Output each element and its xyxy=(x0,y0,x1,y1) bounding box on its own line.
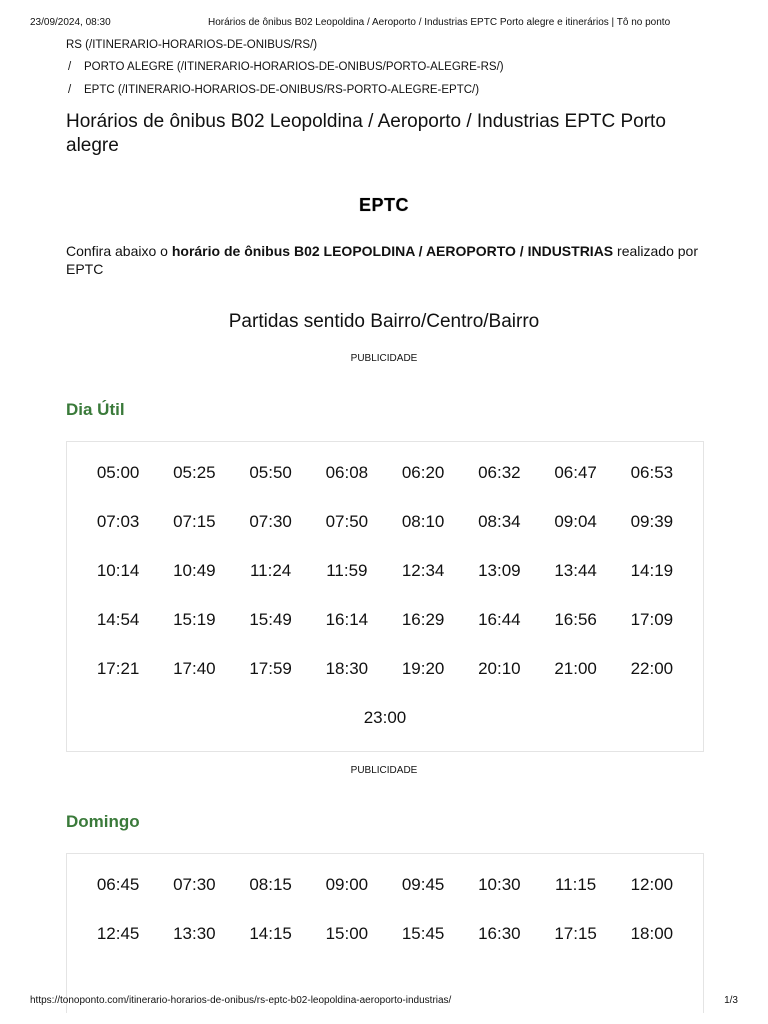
time-cell: 15:00 xyxy=(325,924,369,943)
intro-paragraph xyxy=(66,242,706,278)
print-date: 23/09/2024, 08:30 xyxy=(30,17,111,28)
time-cell: 13:09 xyxy=(478,561,521,580)
time-cell: 18:30 xyxy=(325,659,369,678)
time-cell: 17:09 xyxy=(630,610,674,629)
time-cell: 17:40 xyxy=(173,659,216,678)
schedule-day-heading: Dia Útil xyxy=(66,400,125,419)
time-cell: 06:20 xyxy=(401,463,445,482)
time-cell: 21:00 xyxy=(554,659,597,678)
time-cell: 15:19 xyxy=(173,610,216,629)
time-cell: 20:10 xyxy=(478,659,521,678)
time-cell: 07:30 xyxy=(173,875,216,894)
time-cell: 16:14 xyxy=(325,610,369,629)
time-cell: 15:45 xyxy=(401,924,445,943)
time-cell: 11:59 xyxy=(326,561,368,580)
print-document-title: Horários de ônibus B02 Leopoldina / Aeroporto / Industrias EPTC Porto alegre e itinerários | Tô no ponto xyxy=(208,17,671,28)
time-cell: 16:29 xyxy=(401,610,445,629)
time-cell: 08:15 xyxy=(249,875,292,894)
ad-label: PUBLICIDADE xyxy=(350,353,418,364)
time-cell: 06:47 xyxy=(554,463,597,482)
time-cell: 06:53 xyxy=(630,463,674,482)
breadcrumb-item-rs[interactable] xyxy=(66,39,317,51)
schedule-times-box xyxy=(66,853,704,1013)
operator-logo: EPTC xyxy=(358,195,409,215)
breadcrumb-label[interactable]: RS (/ITINERARIO-HORARIOS-DE-ONIBUS/RS/) xyxy=(66,39,318,51)
time-cell: 11:24 xyxy=(249,561,292,580)
time-cell: 12:45 xyxy=(96,924,140,943)
time-cell: 05:25 xyxy=(173,463,216,482)
time-cell: 14:54 xyxy=(96,610,140,629)
time-cell: 14:19 xyxy=(630,561,674,580)
intro-suffix: realizado por EPTC xyxy=(66,243,698,277)
times-grid xyxy=(80,448,690,693)
time-cell: 13:44 xyxy=(554,561,597,580)
time-cell: 19:20 xyxy=(401,659,445,678)
page-title: Horários de ônibus B02 Leopoldina / Aeroporto / Industrias EPTC Porto alegre xyxy=(66,111,666,156)
ad-label: PUBLICIDADE xyxy=(350,765,418,776)
time-cell: 18:00 xyxy=(630,924,674,943)
print-footer xyxy=(30,995,738,1009)
time-cell: 11:15 xyxy=(554,875,597,894)
time-cell: 12:00 xyxy=(630,875,674,894)
time-cell: 07:03 xyxy=(96,512,140,531)
breadcrumb-label[interactable]: EPTC (/ITINERARIO-HORARIOS-DE-ONIBUS/RS-PORTO-ALEGRE-EPTC/) xyxy=(84,84,480,96)
print-header xyxy=(30,17,738,31)
time-cell: 07:30 xyxy=(249,512,292,531)
time-cell: 16:44 xyxy=(478,610,521,629)
time-cell: 05:50 xyxy=(249,463,292,482)
time-cell: 16:30 xyxy=(478,924,521,943)
print-url: https://tonoponto.com/itinerario-horarios-de-onibus/rs-eptc-b02-leopoldina-aeroporto-industrias/ xyxy=(30,995,452,1006)
time-cell: 14:15 xyxy=(249,924,292,943)
time-cell: 17:59 xyxy=(249,659,292,678)
time-cell: 08:10 xyxy=(401,512,445,531)
breadcrumb-separator: / xyxy=(68,61,72,73)
time-cell: 16:56 xyxy=(554,610,597,629)
breadcrumb-label[interactable]: PORTO ALEGRE (/ITINERARIO-HORARIOS-DE-ONIBUS/PORTO-ALEGRE-RS/) xyxy=(84,61,504,73)
time-cell: 06:32 xyxy=(478,463,521,482)
time-cell: 10:30 xyxy=(478,875,521,894)
breadcrumb-separator: / xyxy=(68,84,72,96)
time-cell: 17:21 xyxy=(96,659,140,678)
time-cell: 15:49 xyxy=(249,610,292,629)
time-cell: 22:00 xyxy=(630,659,674,678)
time-cell: 09:04 xyxy=(554,512,597,531)
schedule-day-heading: Domingo xyxy=(66,812,140,831)
times-grid xyxy=(80,860,690,958)
time-cell: 13:30 xyxy=(173,924,216,943)
time-cell: 12:34 xyxy=(401,561,445,580)
breadcrumb-item-eptc[interactable] xyxy=(68,84,479,96)
time-cell: 06:08 xyxy=(325,463,369,482)
time-cell: 10:49 xyxy=(173,561,216,580)
time-cell: 09:00 xyxy=(325,875,369,894)
time-cell: 10:14 xyxy=(96,561,140,580)
schedule-times-box xyxy=(66,441,704,752)
time-cell: 17:15 xyxy=(554,924,597,943)
page-number: 1/3 xyxy=(724,995,738,1006)
time-cell: 09:39 xyxy=(630,512,674,531)
intro-bold-text: horário de ônibus B02 LEOPOLDINA / AEROPORTO / INDUSTRIAS xyxy=(171,243,614,259)
time-cell: 07:50 xyxy=(325,512,369,531)
time-cell: 07:15 xyxy=(173,512,216,531)
breadcrumb-item-porto-alegre[interactable] xyxy=(68,61,504,73)
time-cell: 09:45 xyxy=(401,875,445,894)
time-cell: 06:45 xyxy=(96,875,140,894)
time-cell: 05:00 xyxy=(96,463,140,482)
time-cell: 23:00 xyxy=(363,708,407,727)
time-cell: 08:34 xyxy=(478,512,521,531)
intro-prefix: Confira abaixo o xyxy=(66,243,172,259)
direction-heading: Partidas sentido Bairro/Centro/Bairro xyxy=(228,311,540,332)
